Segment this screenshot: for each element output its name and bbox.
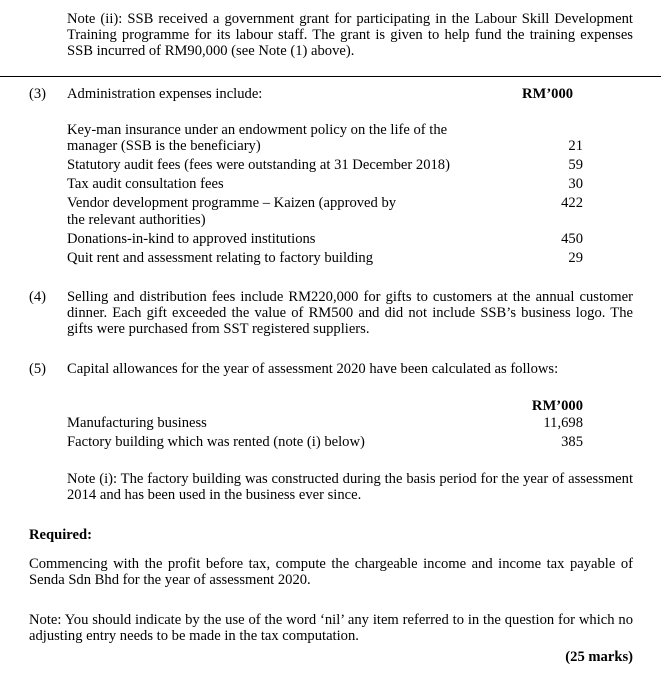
- item-4-paragraph: Selling and distribution fees include RM220,000 for gifts to customers at the annual customer dinner. Each gift exceeded the value of RM500 and did not include SSB’s business logo. The gifts were purchased from SST registered suppliers.: [67, 289, 633, 337]
- item-5-currency-header: RM’000: [531, 398, 583, 414]
- table-row-value: 30: [568, 176, 583, 192]
- table-row-label: Donations-in-kind to approved institutions: [67, 231, 316, 247]
- table-row-value: 385: [561, 434, 583, 450]
- table-row-label: Key-man insurance under an endowment policy on the life of the: [67, 122, 448, 138]
- table-row-label: manager (SSB is the beneficiary): [67, 138, 261, 154]
- table-row-label: Tax audit consultation fees: [67, 176, 224, 192]
- marks-label: (25 marks): [565, 649, 633, 665]
- item-3-currency-header: RM’000: [522, 86, 574, 102]
- table-row-value: 11,698: [543, 415, 583, 431]
- item-3-number: (3): [29, 86, 47, 102]
- table-row-value: 422: [561, 195, 583, 211]
- table-row-value: 21: [568, 138, 583, 154]
- note-ii-paragraph: Note (ii): SSB received a government grant for participating in the Labour Skill Development Training programme for its labour staff. The grant is given to help fund the training expenses SSB incurred of RM90,000 (see Note (1) above).: [67, 11, 633, 59]
- table-row-label: Vendor development programme – Kaizen (approved by: [67, 195, 397, 211]
- required-heading: Required:: [29, 527, 92, 543]
- table-row-label: Factory building which was rented (note (i) below): [67, 434, 365, 450]
- item-3-title: Administration expenses include:: [67, 86, 263, 102]
- item-5-number: (5): [29, 361, 47, 377]
- table-row-label: Statutory audit fees (fees were outstanding at 31 December 2018): [67, 157, 450, 173]
- section-divider: [0, 76, 661, 77]
- table-row-label: Quit rent and assessment relating to factory building: [67, 250, 373, 266]
- item-5-note-i: Note (i): The factory building was constructed during the basis period for the year of assessment 2014 and has been used in the business ever since.: [67, 471, 633, 503]
- table-row-value: 450: [561, 231, 583, 247]
- table-row-label: Manufacturing business: [67, 415, 207, 431]
- item-5-title: Capital allowances for the year of assessment 2020 have been calculated as follows:: [67, 361, 559, 377]
- required-instruction: Commencing with the profit before tax, compute the chargeable income and income tax payable of Senda Sdn Bhd for the year of assessment 2020.: [29, 556, 633, 588]
- table-row-value: 59: [568, 157, 583, 173]
- item-4-number: (4): [29, 289, 47, 305]
- table-row-value: 29: [568, 250, 583, 266]
- required-note: Note: You should indicate by the use of the word ‘nil’ any item referred to in the question for which no adjusting entry needs to be made in the tax computation.: [29, 612, 633, 644]
- table-row-label: the relevant authorities): [67, 212, 206, 228]
